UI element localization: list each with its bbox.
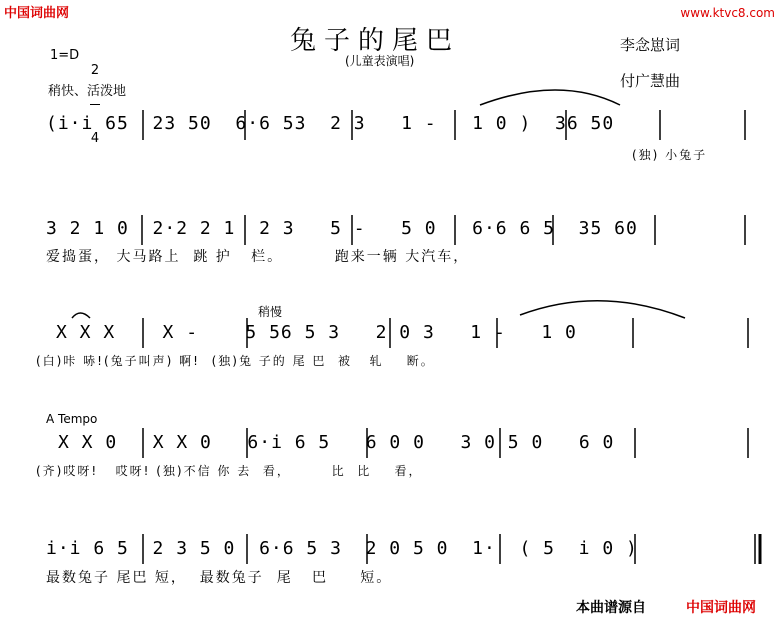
row-2-lyrics: 爱捣蛋， 大马路上 跳 护 栏。 跑来一辆 大汽车， xyxy=(46,249,470,265)
row-4-lyrics: (齐)哎呀! 哎呀! (独)不信 你 去 看， 比 比 看， xyxy=(36,464,423,478)
watermark-left: 中国词曲网 xyxy=(4,6,70,21)
footer-source-site[interactable]: 中国词曲网 xyxy=(686,600,756,616)
row-3-lyrics: (白)咔 哧!(兔子叫声) 啊! (独)兔 子的 尾 巴 被 轧 断。 xyxy=(36,354,435,368)
row-2-notes: 3 2 1 0 2·2 2 1 2 3 5 - 5 0 6·6 6 5 35 60 xyxy=(46,218,638,239)
row-5-lyrics: 最数兔子 尾巴 短， 最数兔子 尾 巴 短。 xyxy=(46,570,393,586)
song-subtitle: (儿童表演唱) xyxy=(345,54,415,68)
composer: 付广慧曲 xyxy=(620,72,681,90)
row-4-notes: X X 0 X X 0 6·i 6 5 6 0 0 3 0 5 0 6 0 xyxy=(58,432,615,453)
tempo-mark: 稍快、活泼地 xyxy=(48,84,127,99)
time-top: 2 xyxy=(90,63,100,78)
row-3-notes: X X X X - 5 56 5 3 2 0 3 1 - 1 0 xyxy=(56,322,577,343)
watermark-right[interactable]: www.ktvc8.com xyxy=(680,6,775,20)
row-3-mark: 稍慢 xyxy=(258,305,283,319)
row-4-mark: A Tempo xyxy=(46,412,98,426)
row-1-lyrics: (独) 小兔子 xyxy=(632,148,708,162)
key-signature: 1=D xyxy=(50,48,80,63)
time-bottom: 4 xyxy=(90,131,100,146)
footer-source-label: 本曲谱源自 xyxy=(576,600,646,616)
row-1-notes: (i·i 65 23 50 6·6 53 2 3 1 - 1 0 ) 36 50 xyxy=(46,113,615,134)
lyricist: 李念崽词 xyxy=(620,36,681,54)
song-title: 兔子的尾巴 xyxy=(290,26,461,56)
row-5-notes: i·i 6 5 2 3 5 0 6·6 5 3 2 0 5 0 1· ( 5 i 0 ) xyxy=(46,538,638,559)
